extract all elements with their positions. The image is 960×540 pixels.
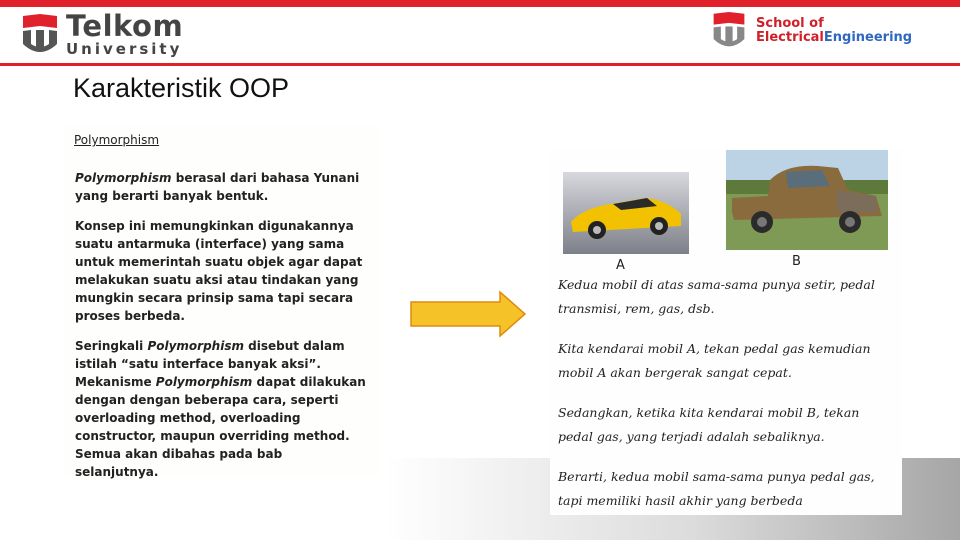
note-2: Kita kendarai mobil A, tekan pedal gas kemudian mobil A akan bergerak sangat cepat. [558, 341, 871, 380]
see-logo-icon [712, 12, 746, 50]
car-example-panel [550, 148, 902, 515]
school-logo-engineering: Engineering [823, 30, 913, 45]
handwritten-notes [558, 273, 898, 529]
note-4: Berarti, kedua mobil sama-sama punya pedal gas, tapi memiliki hasil akhir yang berbeda [558, 469, 875, 508]
paragraph-definition [75, 169, 367, 205]
school-logo-line1: School of [756, 16, 824, 32]
polymorphism-text-panel [64, 125, 378, 479]
right-arrow-icon [410, 290, 528, 338]
old-truck-image [726, 150, 888, 250]
telkom-logo-icon [22, 14, 58, 56]
term-polymorphism-3: Polymorphism [155, 375, 253, 389]
mechanism-text-a: Seringkali [75, 339, 148, 353]
header-divider [0, 63, 960, 66]
term-polymorphism: Polymorphism [75, 171, 172, 185]
telkom-university-logo [22, 9, 184, 58]
sports-car-image [563, 172, 689, 254]
mechanism-text-b: disebut dalam istilah “satu interface banyak aksi”. Mekanisme [75, 339, 345, 389]
term-polymorphism-2: Polymorphism [147, 339, 244, 353]
telkom-logo-subtitle: University [66, 40, 183, 58]
panel-heading: Polymorphism [74, 133, 160, 147]
mechanism-text-c: dapat dilakukan dengan dengan beberapa cara, seperti overloading method, overloading constructor, maupun overriding method. Semua akan dibahas pada bab selanjutnya. [75, 375, 366, 479]
definition-text: berasal dari bahasa Yunani yang berarti banyak bentuk. [75, 171, 360, 203]
panel-body [75, 169, 367, 493]
telkom-logo-title: Telkom [66, 9, 184, 43]
school-logo-electrical: Electrical [756, 30, 824, 45]
label-a: A [616, 258, 625, 273]
paragraph-concept: Konsep ini memungkinkan digunakannya suatu antarmuka (interface) yang sama untuk memerintah suatu objek agar dapat melakukan suatu aksi atau tindakan yang mungkin secara prinsip sama tapi secara proses berbeda. [75, 219, 363, 323]
note-3: Sedangkan, ketika kita kendarai mobil B, tekan pedal gas, yang terjadi adalah sebaliknya. [558, 405, 860, 444]
label-b: B [792, 254, 801, 269]
school-logo-line2 [756, 31, 912, 45]
paragraph-mechanism [75, 337, 367, 481]
note-1: Kedua mobil di atas sama-sama punya setir, pedal transmisi, rem, gas, dsb. [558, 277, 875, 316]
brand-top-bar [0, 0, 960, 7]
slide-title: Karakteristik OOP [73, 73, 290, 103]
school-logo [712, 12, 912, 50]
